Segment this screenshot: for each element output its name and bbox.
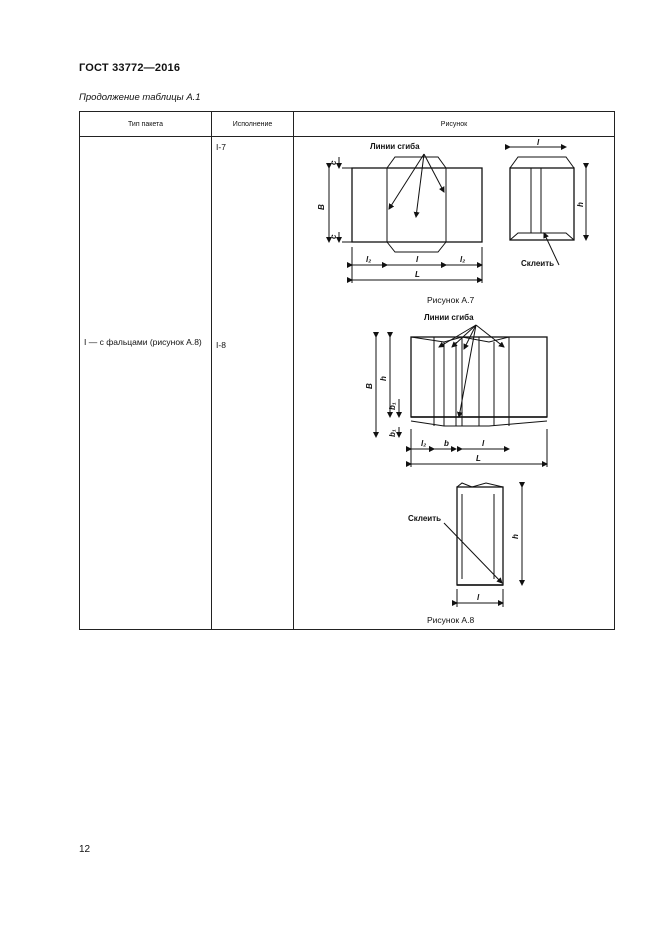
fold-lines-label: Линии сгиба: [370, 142, 420, 151]
figure-cell: [294, 137, 615, 630]
dim-l-label: l: [477, 593, 480, 602]
dim-l2-label: l₂: [460, 255, 466, 264]
figure-a7-assembled-bag: [510, 147, 586, 265]
spec-table: [79, 111, 615, 630]
document-header: ГОСТ 33772—2016: [79, 62, 181, 74]
package-type-text: I — с фальцами (рисунок А.8): [84, 337, 202, 347]
variant-label: I-8: [216, 340, 226, 350]
variant-label: I-7: [216, 142, 226, 152]
dim-c-label: c: [329, 160, 338, 165]
dim-l-label: l: [537, 138, 540, 147]
dim-B-label: B: [317, 204, 326, 210]
column-header-type: Тип пакета: [80, 112, 212, 137]
type-cell: [80, 137, 212, 630]
fold-lines-label: Линии сгиба: [424, 313, 474, 322]
dim-b1-label: b₁: [388, 402, 397, 410]
dim-b1-label: b₁: [388, 429, 397, 437]
dim-l2-label: l₂: [366, 255, 372, 264]
figure-a8-assembled-bag: [444, 483, 522, 607]
dim-L-label: L: [415, 270, 420, 279]
table-continuation-caption: Продолжение таблицы А.1: [79, 92, 201, 103]
dim-l-label: l: [416, 255, 419, 264]
column-header-variant: Исполнение: [212, 112, 294, 137]
variant-cell: [212, 137, 294, 630]
dim-h-label: h: [576, 202, 585, 207]
table-header-row: [80, 112, 615, 137]
dim-h-label: h: [379, 376, 388, 381]
glue-label: Склеить: [521, 259, 555, 268]
glue-label: Склеить: [408, 514, 442, 523]
dim-L-label: L: [476, 454, 481, 463]
figure-a8-flat-pattern: [376, 325, 547, 467]
dim-l-label: l: [482, 439, 485, 448]
figure-caption-a7: Рисунок А.7: [427, 295, 475, 305]
technical-drawings: [294, 137, 615, 629]
dim-B-label: B: [365, 383, 374, 389]
page-number: 12: [79, 844, 91, 855]
dim-h-label: h: [511, 534, 520, 539]
figure-caption-a8: Рисунок А.8: [427, 615, 475, 625]
dim-c-label: c: [329, 234, 338, 239]
dim-l2-label: l₂: [421, 439, 427, 448]
table-row: [80, 137, 615, 630]
column-header-figure: Рисунок: [294, 112, 615, 137]
dim-b-label: b: [444, 439, 449, 448]
